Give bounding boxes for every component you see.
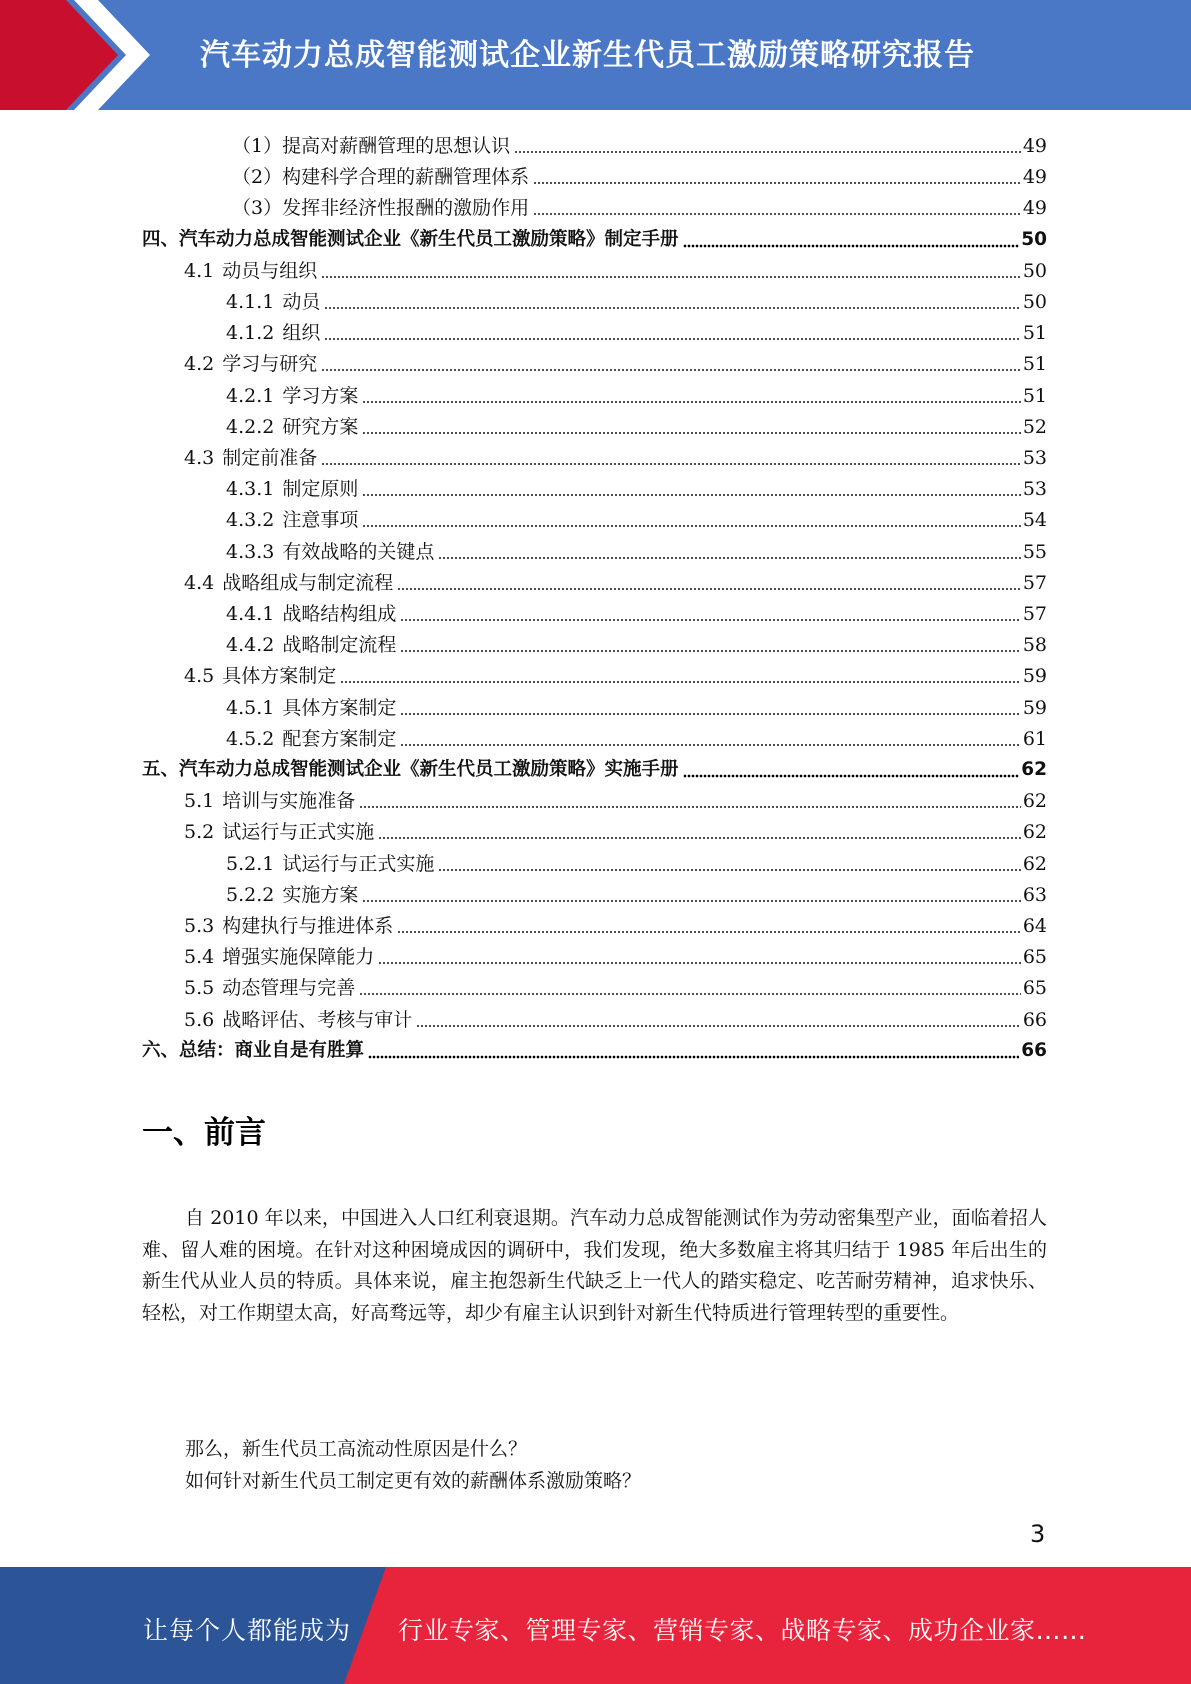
toc-page-number: 62 (1022, 790, 1047, 813)
toc-leader-dots (321, 462, 1021, 466)
toc-row[interactable] (184, 657, 1047, 688)
toc-label: 战略结构组成 (282, 603, 397, 625)
toc-number: （2） (232, 166, 283, 189)
question-1: 那么，新生代员工高流动性原因是什么？ (185, 1438, 528, 1460)
toc-leader-dots (400, 712, 1020, 716)
toc-label: 制定原则 (282, 478, 359, 501)
toc-label: 动态管理与完善 (222, 977, 356, 1000)
toc-leader-dots (683, 244, 1020, 248)
toc-label: 学习与研究 (222, 353, 318, 376)
toc-row[interactable] (184, 1001, 1047, 1032)
toc-leader-dots (438, 556, 1020, 560)
toc-number: 5.2 (184, 821, 215, 844)
toc-leader-dots (324, 306, 1020, 310)
toc-number: 4.5.2 (226, 727, 275, 750)
toc-page-number: 55 (1022, 540, 1047, 563)
toc-page-number: 49 (1022, 135, 1047, 157)
toc-number: 4.1.2 (226, 322, 275, 345)
footer-slogan-left: 让每个人都能成为 (143, 1616, 352, 1645)
toc-label: 注意事项 (282, 509, 359, 532)
toc-leader-dots (683, 774, 1020, 778)
toc-label: 实施方案 (282, 883, 359, 906)
toc-page-number: 58 (1022, 634, 1047, 657)
toc-label: 六、总结：商业自是有胜算 (142, 1039, 365, 1061)
toc-number: 4.2.2 (226, 415, 275, 438)
toc-row[interactable] (142, 751, 1047, 782)
toc-row[interactable] (226, 283, 1047, 314)
toc-leader-dots (397, 587, 1021, 591)
toc-leader-dots (400, 649, 1020, 653)
toc-row[interactable] (184, 782, 1047, 813)
toc-number: 5.2.2 (226, 883, 275, 906)
section-heading: 一、前言 (142, 1115, 266, 1151)
toc-page-number: 64 (1022, 915, 1047, 937)
toc-page-number: 66 (1021, 1039, 1047, 1061)
toc-row[interactable] (184, 907, 1047, 938)
toc-page-number: 62 (1022, 821, 1047, 844)
toc-page-number: 54 (1022, 509, 1047, 532)
toc-number: 4.3.2 (226, 509, 275, 532)
toc-page-number: 49 (1022, 197, 1047, 220)
question-2: 如何针对新生代员工制定更有效的薪酬体系激励策略？ (185, 1470, 642, 1492)
toc-row[interactable] (226, 845, 1047, 876)
toc-number: 4.4.2 (226, 634, 275, 657)
toc-row[interactable] (184, 938, 1047, 969)
toc-leader-dots (340, 680, 1021, 684)
toc-row[interactable] (226, 626, 1047, 657)
toc-page-number: 50 (1021, 228, 1047, 250)
toc-label: 战略制定流程 (282, 634, 397, 657)
toc-number: 4.5.1 (226, 696, 275, 719)
toc-row[interactable] (232, 158, 1047, 189)
toc-page-number: 62 (1021, 759, 1047, 780)
toc-row[interactable] (226, 408, 1047, 439)
toc-number: 4.3.3 (226, 540, 275, 563)
toc-leader-dots (533, 212, 1021, 216)
header-banner (0, 0, 1191, 110)
toc-number: 5.5 (184, 977, 215, 1000)
toc-row[interactable] (226, 501, 1047, 532)
toc-row[interactable] (184, 252, 1047, 283)
toc-label: 动员与组织 (222, 259, 318, 282)
report-title: 汽车动力总成智能测试企业新生代员工激励策略研究报告 (200, 38, 975, 73)
toc-leader-dots (321, 368, 1021, 372)
toc-page-number: 57 (1022, 571, 1047, 594)
toc-page-number: 59 (1022, 665, 1047, 688)
toc-page-number: 52 (1022, 415, 1047, 438)
toc-row[interactable] (226, 533, 1047, 564)
toc-page-number: 66 (1022, 1008, 1047, 1031)
toc-page-number: 51 (1022, 384, 1047, 407)
intro-paragraph: 自 2010 年以来，中国进入人口红利衰退期。汽车动力总成智能测试作为劳动密集型产业，面临着招人难、留人难的困境。在针对这种困境成因的调研中，我们发现，绝大多数雇主将其归结于 1985 年后出生的新生代从业人员的特质。具体来说，雇主抱怨新生代缺乏上一代人的踏实稳定、吃苦耐劳精神，追求快乐、轻松，对工作期望太高，好高骛远等，却少有雇主认识到针对新生代特质进行管理转型的重要性。 (142, 1207, 1047, 1324)
toc-leader-dots (400, 618, 1020, 622)
toc-label: 提高对薪酬管理的思想认识 (282, 135, 511, 157)
toc-label: 培训与实施准备 (222, 790, 356, 813)
toc-number: 4.1.1 (226, 291, 275, 313)
toc-leader-dots (362, 524, 1020, 528)
toc-number: 4.4 (184, 571, 215, 594)
toc-number: 4.1 (184, 259, 215, 282)
toc-label: 配套方案制定 (282, 727, 397, 750)
footer-slogan-right: 行业专家、管理专家、营销专家、战略专家、成功企业家…… (398, 1616, 1087, 1645)
toc-label: 四、汽车动力总成智能测试企业《新生代员工激励策略》制定手册 (142, 228, 679, 250)
toc-page-number: 50 (1022, 291, 1047, 313)
toc-page-number: 53 (1022, 447, 1047, 469)
toc-number: （3） (232, 197, 283, 220)
toc-leader-dots (378, 836, 1021, 840)
toc-leader-dots (378, 961, 1021, 965)
toc-page-number: 57 (1022, 603, 1047, 625)
toc-label: 五、汽车动力总成智能测试企业《新生代员工激励策略》实施手册 (142, 759, 679, 780)
toc-leader-dots (514, 150, 1021, 154)
toc-row[interactable] (142, 1032, 1047, 1063)
toc-number: 5.1 (184, 790, 215, 813)
toc-label: 具体方案制定 (282, 696, 397, 719)
toc-number: （1） (232, 135, 283, 157)
toc-label: 有效战略的关键点 (282, 540, 435, 563)
toc-row[interactable] (226, 720, 1047, 751)
toc-row[interactable] (226, 876, 1047, 907)
toc-row[interactable] (184, 813, 1047, 844)
toc-row[interactable] (226, 689, 1047, 720)
toc-row[interactable] (226, 314, 1047, 345)
toc-leader-dots (321, 275, 1021, 279)
toc-number: 5.3 (184, 915, 215, 937)
toc-label: 发挥非经济性报酬的激励作用 (282, 197, 530, 220)
toc-label: 构建科学合理的薪酬管理体系 (282, 166, 530, 189)
toc-leader-dots (362, 493, 1020, 497)
toc-label: 战略评估、考核与审计 (222, 1008, 413, 1031)
toc-leader-dots (362, 400, 1020, 404)
toc-leader-dots (359, 992, 1021, 996)
toc-label: 动员 (282, 291, 321, 313)
toc-row[interactable] (226, 595, 1047, 626)
toc-leader-dots (362, 899, 1020, 903)
toc-number: 4.3.1 (226, 478, 275, 501)
toc-label: 构建执行与推进体系 (222, 915, 394, 937)
toc-page-number: 61 (1022, 727, 1047, 750)
toc-label: 制定前准备 (222, 447, 318, 469)
toc-page-number: 65 (1022, 946, 1047, 969)
toc-page-number: 51 (1022, 322, 1047, 345)
toc-leader-dots (362, 431, 1020, 435)
page-number: 3 (1030, 1520, 1046, 1548)
toc-leader-dots (324, 337, 1020, 341)
toc-page-number: 63 (1022, 883, 1047, 906)
toc-row[interactable] (184, 439, 1047, 470)
toc-leader-dots (438, 868, 1020, 872)
toc-label: 战略组成与制定流程 (222, 571, 394, 594)
toc-row[interactable] (142, 221, 1047, 252)
footer-banner (0, 1567, 1191, 1684)
toc-label: 试运行与正式实施 (222, 821, 375, 844)
toc-label: 试运行与正式实施 (282, 852, 435, 875)
toc-page-number: 50 (1022, 259, 1047, 282)
toc-number: 4.2 (184, 353, 215, 376)
toc-label: 学习方案 (282, 384, 359, 407)
toc-row[interactable] (184, 345, 1047, 376)
toc-label: 组织 (282, 322, 321, 345)
toc-row[interactable] (232, 127, 1047, 158)
toc-leader-dots (397, 930, 1021, 934)
toc-number: 4.4.1 (226, 603, 275, 625)
toc-leader-dots (400, 743, 1020, 747)
toc-leader-dots (416, 1024, 1021, 1028)
toc-label: 研究方案 (282, 415, 359, 438)
toc-number: 5.2.1 (226, 852, 275, 875)
toc-page-number: 65 (1022, 977, 1047, 1000)
toc-leader-dots (533, 181, 1021, 185)
toc-page-number: 62 (1022, 852, 1047, 875)
toc-leader-dots (359, 805, 1021, 809)
toc-number: 4.2.1 (226, 384, 275, 407)
toc-label: 具体方案制定 (222, 665, 337, 688)
toc-number: 4.3 (184, 447, 215, 469)
toc-row[interactable] (226, 377, 1047, 408)
toc-page-number: 49 (1022, 166, 1047, 189)
toc-number: 5.4 (184, 946, 215, 969)
toc-label: 增强实施保障能力 (222, 946, 375, 969)
toc-number: 5.6 (184, 1008, 215, 1031)
toc-row[interactable] (184, 564, 1047, 595)
toc-row[interactable] (226, 470, 1047, 501)
toc-row[interactable] (184, 969, 1047, 1000)
toc-row[interactable] (232, 189, 1047, 220)
toc-page-number: 51 (1022, 353, 1047, 376)
toc-page-number: 59 (1022, 696, 1047, 719)
toc-number: 4.5 (184, 665, 215, 688)
toc-page-number: 53 (1022, 478, 1047, 501)
toc-leader-dots (368, 1055, 1019, 1059)
